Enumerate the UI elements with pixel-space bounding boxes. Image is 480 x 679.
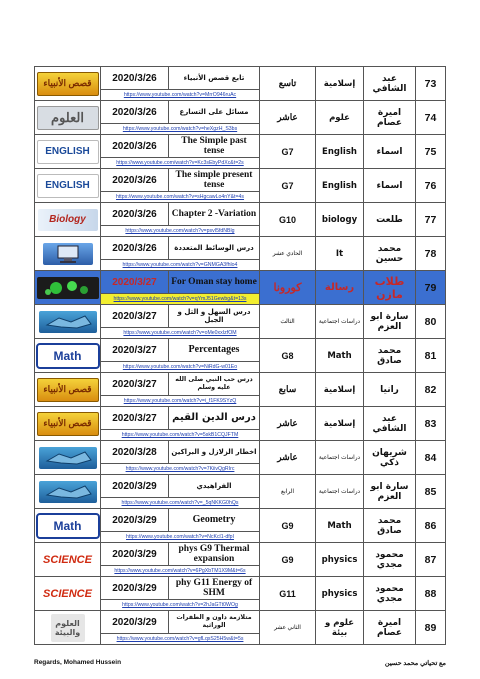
lesson-title: Geometry [192,514,236,525]
islamic-thumbnail-icon[interactable]: قصص الأنبياء [37,412,99,436]
lesson-title: تابع قصص الأنبياء [183,74,245,82]
subject-cell: دراسات اجتماعية [316,441,364,475]
table-row [35,135,446,169]
biology-thumbnail-icon[interactable]: Biology [38,209,98,231]
subject-cell: علوم و بيئة [316,611,364,645]
thumbnail-cell [35,441,101,475]
row-number-cell: 81 [416,339,446,373]
row-number-cell: 77 [416,203,446,237]
teacher-cell: عبد الشافي [364,407,416,441]
row-number-cell: 85 [416,475,446,509]
teacher-cell: شريهان ذكي [364,441,416,475]
lesson-cell [101,543,260,577]
lessons-table [34,66,446,645]
teacher-cell: محمد صادق [364,339,416,373]
footer-regards-arabic: مع تحياتي محمد حسين [384,660,446,667]
english-thumbnail-icon[interactable]: ENGLISH [37,140,99,164]
lesson-title: درس الوسائط المتعددة [174,244,254,252]
table-row [35,543,446,577]
table-row [35,169,446,203]
table-row [35,271,446,305]
lesson-cell [101,509,260,543]
subject-cell: دراسات اجتماعية [316,475,364,509]
lesson-cell [101,475,260,509]
teacher-cell: اسماء [364,135,416,169]
row-number-cell: 87 [416,543,446,577]
lesson-date: 2020/3/27 [101,271,169,293]
lesson-cell [101,203,260,237]
science-text-thumbnail-icon[interactable]: SCIENCE [38,583,98,605]
lesson-video-link[interactable]: https://www.youtube.com/watch?v=oMe0xxIzfOM [123,330,237,336]
lesson-date: 2020/3/26 [101,135,169,157]
teacher-cell: طلعت [364,203,416,237]
table-row [35,475,446,509]
teacher-cell: رانيا [364,373,416,407]
row-number-cell: 74 [416,101,446,135]
table-row [35,441,446,475]
row-number-cell: 86 [416,509,446,543]
thumbnail-cell [35,237,101,271]
grade-cell: عاشر [260,441,316,475]
lesson-video-link[interactable]: https://www.youtube.com/watch?v=i_f1FK9SYzQ [123,398,237,404]
grade-cell: G11 [260,577,316,611]
lesson-date: 2020/3/27 [101,305,169,327]
lesson-date: 2020/3/26 [101,169,169,191]
row-number-cell: 88 [416,577,446,611]
thumbnail-cell [35,543,101,577]
row-number-cell: 75 [416,135,446,169]
table-row [35,577,446,611]
grade-cell: G7 [260,135,316,169]
grade-cell: سابع [260,373,316,407]
teacher-cell: طلاب مازن [364,271,416,305]
table-row [35,203,446,237]
row-number-cell: 82 [416,373,446,407]
lesson-cell [101,339,260,373]
computer-thumbnail-icon[interactable] [43,243,93,265]
row-number-cell: 79 [416,271,446,305]
lesson-cell [101,67,260,101]
lesson-video-link[interactable]: https://www.youtube.com/watch?v=NcKcl1-dfpI [126,534,234,540]
lesson-cell [101,407,260,441]
life-science-thumbnail-icon[interactable]: العلوم والبيئة [51,614,85,642]
lesson-video-link[interactable]: https://www.youtube.com/watch?v=MrrO946ruAc [123,92,237,98]
lesson-title: الفراهيدي [196,482,232,490]
lesson-cell [101,611,260,645]
science-text-thumbnail-icon[interactable]: SCIENCE [38,549,98,571]
grade-cell: G9 [260,509,316,543]
islamic-thumbnail-icon[interactable]: قصص الأنبياء [37,378,99,402]
lesson-date: 2020/3/27 [101,339,169,361]
lesson-date: 2020/3/29 [101,611,169,633]
subject-cell: English [316,169,364,203]
english-thumbnail-icon[interactable]: ENGLISH [37,174,99,198]
grade-cell: الحادي عشر [260,237,316,271]
lesson-title: phys G9 Thermal expansion [178,544,250,564]
subject-cell: physics [316,577,364,611]
row-number-cell: 80 [416,305,446,339]
teacher-cell: محمد صادق [364,509,416,543]
teacher-cell: اسماء [364,169,416,203]
table-row [35,67,446,101]
table-row [35,237,446,271]
teacher-cell: محمد حسين [364,237,416,271]
lesson-title: درس الدين القيم [172,412,256,423]
table-row [35,339,446,373]
thumbnail-cell [35,169,101,203]
row-number-cell: 78 [416,237,446,271]
lesson-video-link[interactable]: https://www.youtube.com/watch?v=7KiivQgRIrc [125,466,235,472]
subject-cell: إسلامية [316,407,364,441]
lesson-title: اخطار الزلازل و البراكين [171,448,257,456]
lesson-video-link[interactable]: https://www.youtube.com/watch?v=_5qNKKG0hQs [121,500,239,506]
math-thumbnail-icon[interactable]: Math [36,513,100,539]
thumbnail-cell [35,305,101,339]
lesson-date: 2020/3/26 [101,237,169,259]
thumbnail-cell [35,271,101,305]
lesson-video-link[interactable]: https://www.youtube.com/watch?v=GNMGA3fhlo4 [122,262,238,268]
grade-cell: G8 [260,339,316,373]
lesson-title: For Oman stay home [171,277,257,287]
thumbnail-cell [35,475,101,509]
map-thumbnail-icon[interactable] [39,311,97,333]
lesson-video-link[interactable]: https://www.youtube.com/watch?v=6PgXbTM1X9M&t=6s [114,568,246,574]
lesson-date: 2020/3/29 [101,543,169,565]
lesson-date: 2020/3/29 [101,475,169,497]
grade-cell: تاسع [260,67,316,101]
subject-cell: Math [316,509,364,543]
thumbnail-cell [35,577,101,611]
subject-cell: Math [316,339,364,373]
table-row [35,101,446,135]
subject-cell: علوم [316,101,364,135]
grade-cell: الثالث [260,305,316,339]
lesson-date: 2020/3/29 [101,509,169,531]
subject-cell: دراسات اجتماعية [316,305,364,339]
table-row [35,373,446,407]
subject-cell: English [316,135,364,169]
thumbnail-cell [35,135,101,169]
grade-cell: الرابع [260,475,316,509]
virus-thumbnail-icon[interactable] [37,277,99,299]
lesson-date: 2020/3/29 [101,577,169,599]
lesson-cell [101,135,260,169]
row-number-cell: 84 [416,441,446,475]
table-row [35,407,446,441]
thumbnail-cell [35,373,101,407]
lesson-video-link[interactable]: https://www.youtube.com/watch?v=2hJaGTt0WOg [122,602,238,608]
lesson-date: 2020/3/26 [101,67,169,89]
row-number-cell: 83 [416,407,446,441]
thumbnail-cell [35,407,101,441]
subject-cell: إسلامية [316,67,364,101]
thumbnail-cell [35,203,101,237]
lesson-cell [101,169,260,203]
thumbnail-cell [35,509,101,543]
lesson-date: 2020/3/27 [101,373,169,395]
lesson-cell [101,271,260,305]
subject-cell: It [316,237,364,271]
lesson-date: 2020/3/26 [101,101,169,123]
footer-regards: Regards, Mohamed Hussein [34,659,122,666]
teacher-cell: سارة ابو العزم [364,305,416,339]
subject-cell: biology [316,203,364,237]
subject-cell: إسلامية [316,373,364,407]
thumbnail-cell [35,339,101,373]
grade-cell: الثاني عشر [260,611,316,645]
grade-cell: كورونا [260,271,316,305]
science-thumbnail-icon[interactable]: العلوم [37,106,99,130]
row-number-cell: 73 [416,67,446,101]
grade-cell: عاشر [260,101,316,135]
lesson-title: متلازمة داون و الطفرات الوراثية [176,614,252,629]
lesson-cell [101,373,260,407]
lesson-cell [101,237,260,271]
map-thumbnail-icon[interactable] [39,447,97,469]
table-row [35,611,446,645]
row-number-cell: 89 [416,611,446,645]
teacher-cell: محمود مجدي [364,577,416,611]
lesson-video-link[interactable]: https://www.youtube.com/watch?v=sHgcawLo4nY&t=4s [115,194,245,200]
teacher-cell: محمود مجدي [364,543,416,577]
teacher-cell: عبد الشافي [364,67,416,101]
teacher-cell: سارة ابو العزم [364,475,416,509]
lesson-video-link[interactable]: https://www.youtube.com/watch?v=gfLqsS25H5w&t=5s [116,636,244,642]
lesson-title: The Simple past tense [181,136,247,156]
thumbnail-cell [35,101,101,135]
lesson-title: درس السهل و التل و الجبل [177,308,251,324]
teacher-cell: اميرة عصام [364,611,416,645]
lesson-video-link[interactable]: https://www.youtube.com/watch?v=psvI5fdNBlg [125,228,235,234]
lesson-date: 2020/3/26 [101,203,169,225]
islamic-thumbnail-icon[interactable]: قصص الأنبياء [37,72,99,96]
grade-cell: عاشر [260,407,316,441]
lesson-video-link[interactable]: https://www.youtube.com/watch?v=NiRdG-w01Eo [122,364,238,370]
table-row [35,509,446,543]
lesson-video-link[interactable]: https://www.youtube.com/watch?v=5skB1CQJFTM [121,432,239,438]
lesson-video-link[interactable]: https://www.youtube.com/watch?v=Kc3sEbyPdXc&t=2s [116,160,244,166]
lesson-title: درس حب النبي صلى الله عليه وسلم [175,376,253,391]
table-row [35,305,446,339]
lesson-video-link[interactable]: https://www.youtube.com/watch?v=heXgzH_S3bs [122,126,238,132]
lesson-video-link[interactable]: https://www.youtube.com/watch?v=qYmJ51Gewbg&t=13s [101,294,259,304]
map-thumbnail-icon[interactable] [39,481,97,503]
subject-cell: physics [316,543,364,577]
thumbnail-cell [35,611,101,645]
lesson-date: 2020/3/27 [101,407,169,429]
lesson-title: The simple present tense [175,170,253,190]
lesson-date: 2020/3/28 [101,441,169,463]
lesson-title: Percentages [188,344,240,355]
math-thumbnail-icon[interactable]: Math [36,343,100,369]
lesson-cell [101,305,260,339]
grade-cell: G9 [260,543,316,577]
grade-cell: G10 [260,203,316,237]
lesson-title: مسائل على التسارع [179,108,249,116]
lesson-title: phy G11 Energy of SHM [175,578,253,598]
lesson-cell [101,101,260,135]
lesson-title: Chapter 2 -Variation [171,209,257,219]
lesson-cell [101,441,260,475]
teacher-cell: اميرة عصام [364,101,416,135]
thumbnail-cell [35,67,101,101]
subject-cell: رسالة [316,271,364,305]
lesson-cell [101,577,260,611]
grade-cell: G7 [260,169,316,203]
row-number-cell: 76 [416,169,446,203]
